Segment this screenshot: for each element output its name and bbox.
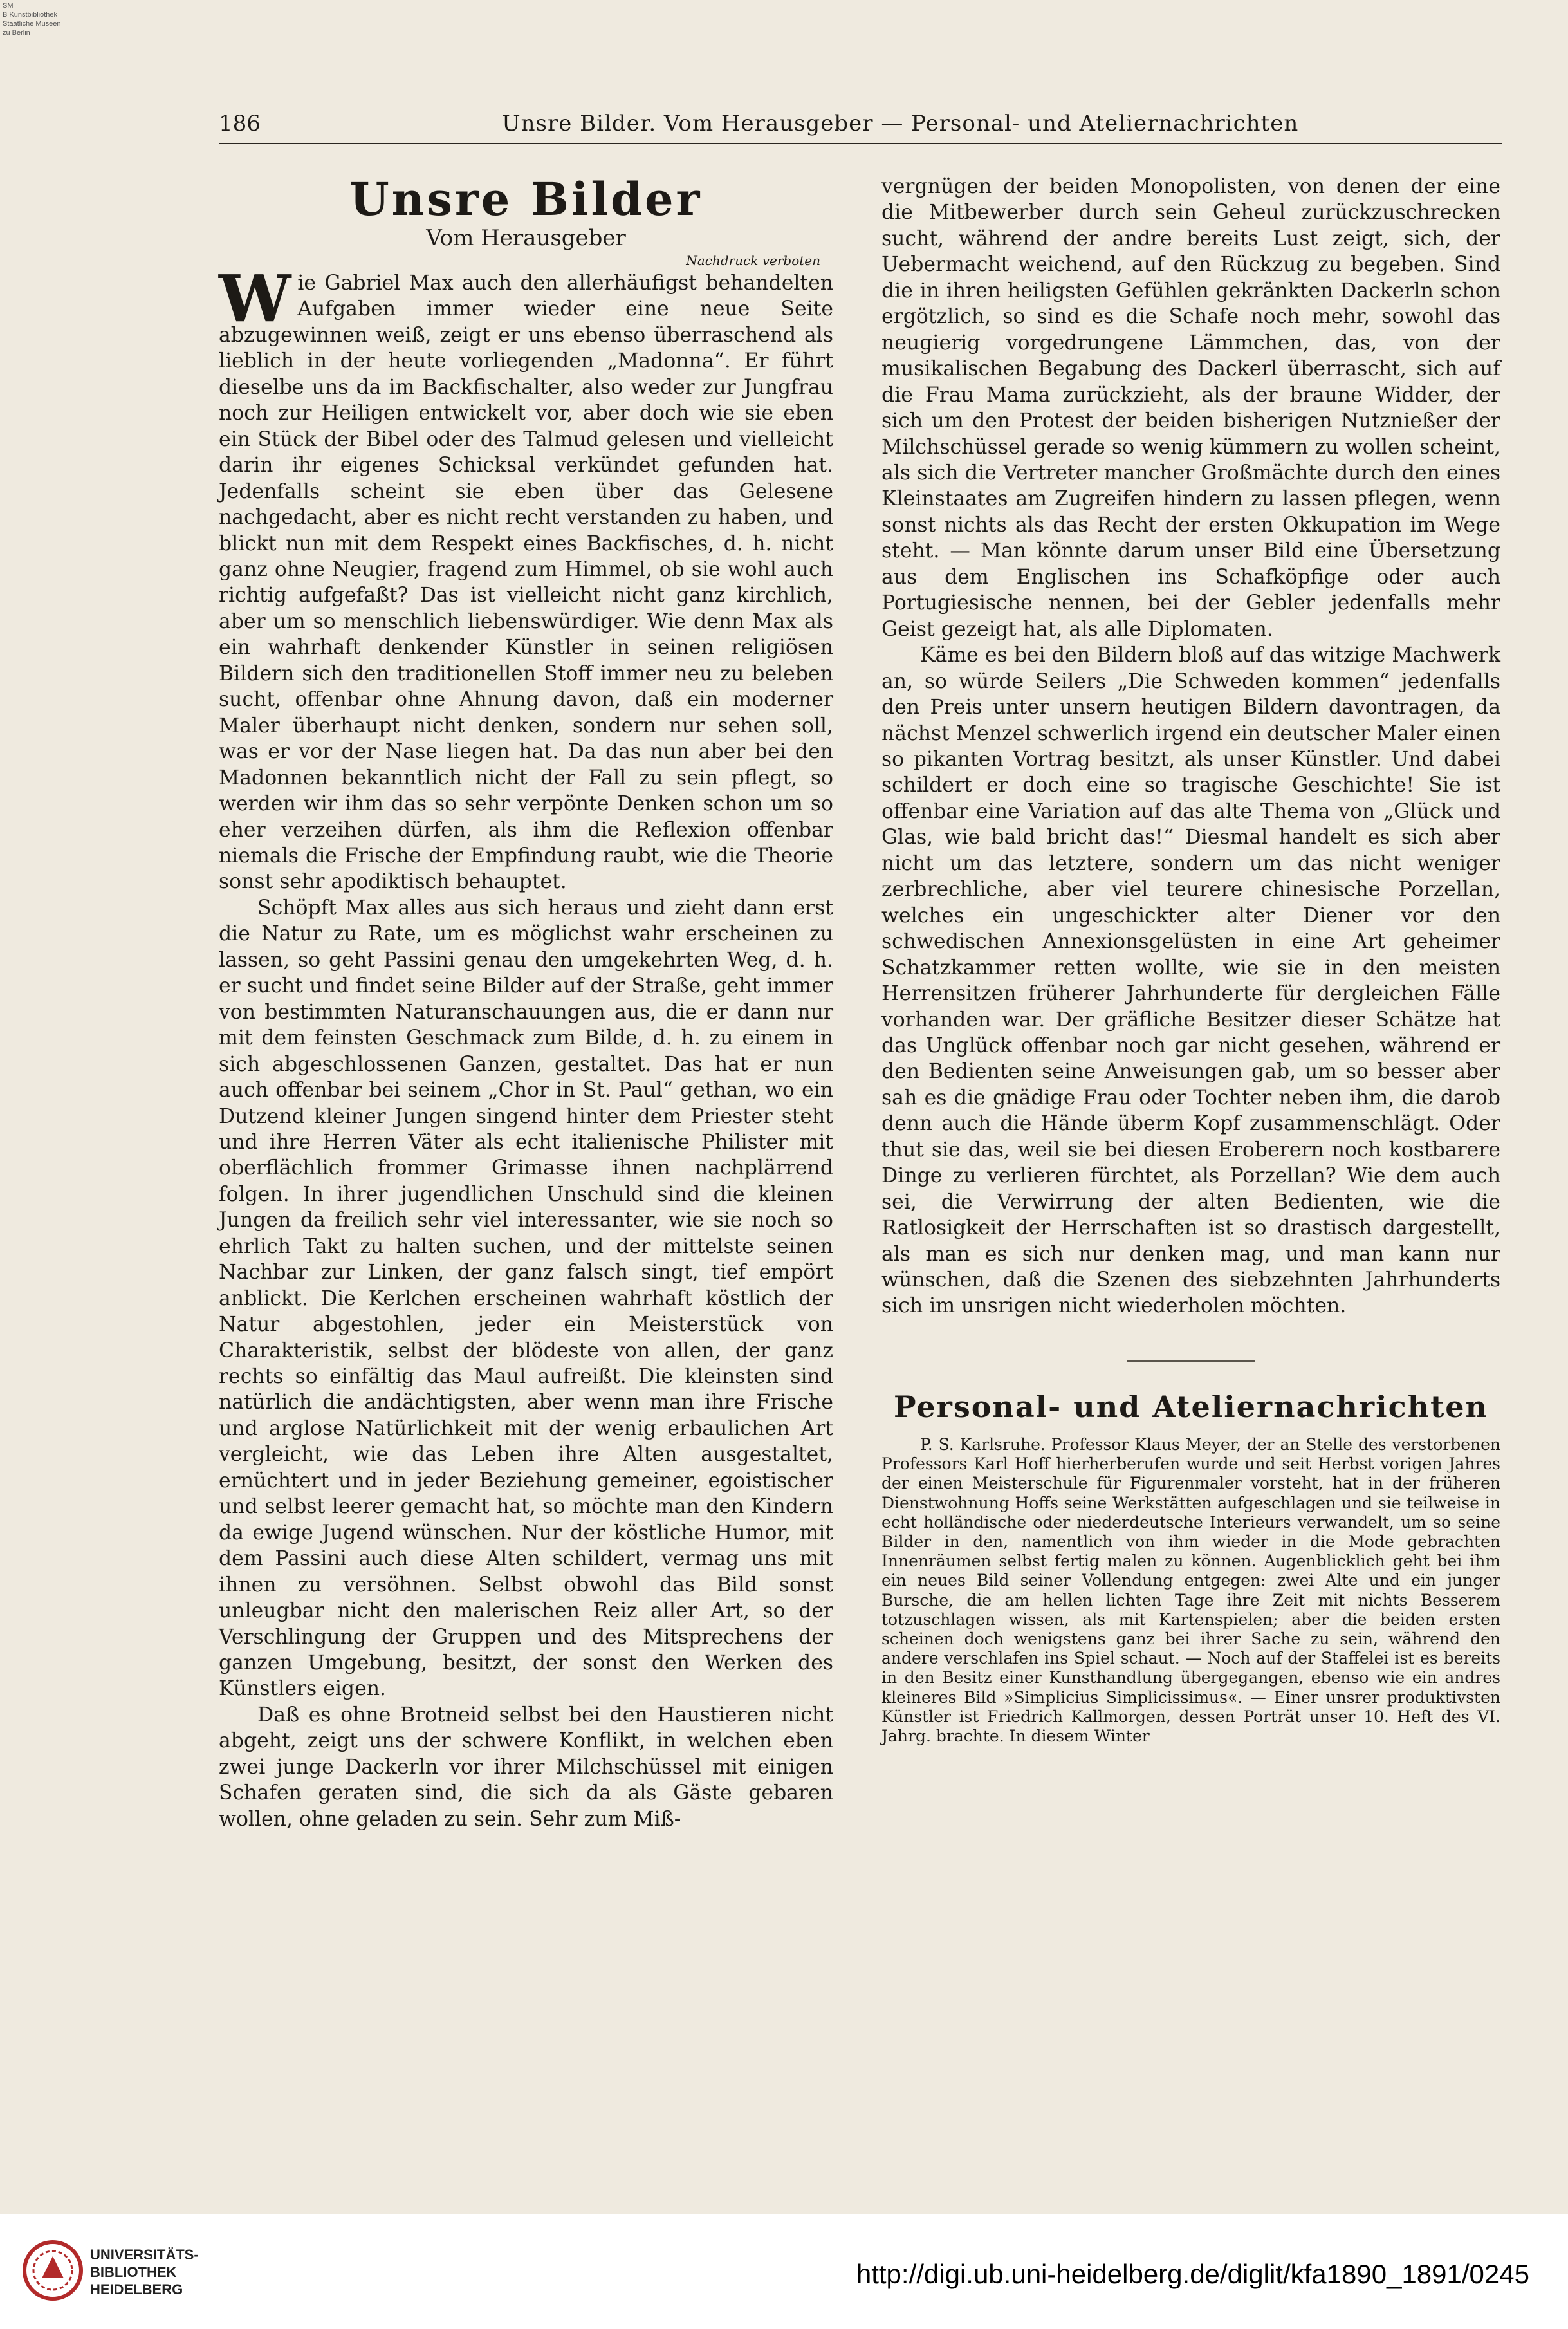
running-header	[219, 111, 1502, 143]
article-paragraph: Schöpft Max alles aus sich heraus und zieht dann erst die Natur zu Rate, um es möglichst wahr erscheinen zu lassen, so geht Passini genau den umgekehrten Weg, d. h. er sucht und findet seine Bilder auf der Straße, geht immer von bestimmten Naturanschauungen aus, die er dann nur mit dem feinsten Geschmack zum Bilde, d. h. zu einem in sich abgeschlossenen Ganzen, gestaltet. Das hat er nun auch offenbar bei seinem „Chor in St. Paul“ gethan, wo ein Dutzend kleiner Jungen singend hinter dem Priester steht und ihre Herren Väter als echt italienische Philister mit oberflächlich frommer Grimasse ihnen nachplärrend folgen. In ihrer jugendlichen Unschuld sind die kleinen Jungen da freilich sehr viel interessanter, wie sie noch so ehrlich Takt zu halten suchen, und der mittelste seinen Nachbar zur Linken, der ganz falsch singt, tief empört anblickt. Die Kerlchen erscheinen wahrhaft köstlich der Natur abgestohlen, jeder ein Meisterstück von Charakteristik, selbst der blödeste von allen, der ganz rechts so einfältig das Maul aufreißt. Die kleinsten sind natürlich die andächtigsten, aber wenn man ihre Frische und arglose Natürlichkeit mit der wenig erbaulichen Art vergleicht, wie das Leben ihre Alten ausgestaltet, ernüchtert und in jeder Beziehung gemeiner, egoistischer und selbst leerer gemacht hat, so möchte man den Kindern da ewige Jugend wünschen. Nur der köstliche Humor, mit dem Passini auch diese Alten schildert, vermag uns mit ihnen zu versöhnen. Selbst obwohl das Bild sonst unleugbar nicht den malerischen Reiz aller Art, so der Verschlingung der Gruppen und des Mitsprechens der ganzen Umgebung, besitzt, der sonst den Werken des Künstlers eigen.	[219, 896, 833, 1701]
logo-line: BIBLIOTHEK	[90, 2264, 177, 2280]
stamp-line: zu Berlin	[3, 29, 30, 37]
logo-line: HEIDELBERG	[90, 2281, 183, 2297]
article-paragraph	[219, 261, 833, 895]
news-paragraph: P. S. Karlsruhe. Professor Klaus Meyer, der an Stelle des verstorbenen Professors Karl Hoff hierherberufen wurde und seit Herbst vorigen Jahres der einen Meisterschule für Figurenmaler vorsteht, hat in der früheren Dienstwohnung Hoffs seine Werkstätten aufgeschlagen und sie teilweise in echt holländische oder niederdeutsche Interieurs verwandelt, um so seine Bilder in den, namentlich von ihm wieder in die Mode gebrachten Innenräumen selbst fertig malen zu können. Augenblicklich geht bei ihm ein neues Bild seiner Vollendung entgegen: zwei Alte und ein junger Bursche, die am hellen lichten Tage ihre Zeit mit nichts Besserem totzuschlagen wissen, als mit Kartenspielen; aber die beiden ersten scheinen doch wenigstens ganz bei ihrer Sache zu sein, während den andere verschlafen ins Spiel schaut. — Noch auf der Staffelei ist es bereits in den Besitz einer Kunsthandlung übergegangen, ebenso wie ein andres kleineres Bild »Simplicius Simplicissimus«. — Einer unsrer produktivsten Künstler ist Friedrich Kallmorgen, dessen Porträt unser 10. Heft des VI. Jahrg. brachte. In diesem Winter	[881, 1434, 1500, 1745]
article-title: Unsre Bilder	[349, 172, 703, 226]
library-logo-text	[90, 2246, 199, 2298]
stamp-line: B Kunstbibliothek	[3, 11, 57, 19]
running-title: Unsre Bilder. Vom Herausgeber — Personal- und Ateliernachrichten	[502, 111, 1299, 136]
stamp-line: SM	[3, 2, 14, 10]
drop-cap: W	[219, 261, 291, 337]
article-paragraph: Daß es ohne Brotneid selbst bei den Haustieren nicht abgeht, zeigt uns der schwere Konflikt, in welchen eben zwei junge Dackerln vor ihrer Milchschüssel mit einigen Schafen geraten sind, die sich da als Gäste gebaren wollen, ohne geladen zu sein. Sehr zum Miß-	[219, 1703, 833, 1831]
page-number: 186	[219, 111, 261, 136]
article-subtitle: Vom Herausgeber	[426, 225, 626, 251]
source-url-link[interactable]: http://digi.ub.uni-heidelberg.de/diglit/kfa1890_1891/0245	[856, 2259, 1529, 2289]
university-seal-icon	[23, 2238, 84, 2303]
news-section-title: Personal- und Ateliernachrichten	[893, 1389, 1488, 1424]
library-stamp	[3, 1, 73, 37]
article-paragraph-continued: vergnügen der beiden Monopolisten, von denen der eine die Mitbewerber durch sein Geheul zurückzuschrecken sucht, während der andre bereits Lust zeigt, sich, der Uebermacht weichend, auf den Rückzug zu begeben. Sind die in ihren heiligsten Gefühlen gekränkten Dackerln schon ergötzlich, so sind es die Schafe noch mehr, sowohl das neugierig vorgedrungene Lämmchen, das, von der musikalischen Begabung des Dackerl überrascht, sich auf die Frau Mama zurückzieht, als der braune Widder, der sich um den Protest der beiden bisherigen Nutznießer der Milchschüssel gerade so wenig kümmern zu wollen scheint, als sich die Vertreter mancher Großmächte durch den eines Kleinstaates am Zugreifen hindern zu lassen pflegen, wenn sonst nichts als das Recht der ersten Okkupation im Wege steht. — Man könnte darum unser Bild eine Übersetzung aus dem Englischen ins Schafköpfige oder auch Portugiesische nennen, bei der Gebler jedenfalls mehr Geist gezeigt hat, als alle Diplomaten.	[881, 175, 1500, 641]
stamp-line: Staatliche Museen	[3, 20, 61, 28]
right-column	[881, 174, 1500, 1746]
left-column	[219, 174, 833, 1832]
paragraph-text: ie Gabriel Max auch den allerhäufigst behandelten Aufgaben immer wieder eine neue Seite abzugewinnen weiß, zeigt er uns ebenso überraschend als lieblich in der heute vorliegenden „Madonna“. Er führt dieselbe uns da im Backfischalter, also weder zur Jungfrau noch zur Heiligen entwickelt vor, aber doch wie sie eben ein Stück der Bibel oder des Talmud gelesen und vielleicht darin ihr eigenes Schicksal verkündet gefunden hat. Jedenfalls scheint sie eben über das Gelesene nachgedacht, aber es nicht recht verstanden zu haben, und blickt nun mit dem Respekt eines Backfisches, d. h. nicht ganz ohne Neugier, fragend zum Himmel, ob sie wohl auch richtig aufgefaßt? Das ist vielleicht nicht ganz kirchlich, aber um so menschlich liebenswürdiger. Wie denn Max als ein wahrhaft denkender Künstler in seinen religiösen Bildern sich den traditionellen Stoff immer neu zu beleben sucht, offenbar ohne Ahnung davon, daß ein moderner Maler überhaupt nicht denken, sondern nur sehen soll, was er vor der Nase liegen hat. Da das nun aber bei den Madonnen bekanntlich nicht der Fall zu sein pflegt, so werden wir ihm das so sehr verpönte Denken schon um so eher verzeihen dürfen, als ihm die Reflexion offenbar niemals die Frische der Empfindung raubt, wie die Theorie sonst sehr apodiktisch behauptet.	[219, 272, 833, 894]
section-divider	[1127, 1360, 1255, 1362]
logo-line: UNIVERSITÄTS-	[90, 2247, 199, 2263]
article-paragraph: Käme es bei den Bildern bloß auf das witzige Machwerk an, so würde Seilers „Die Schweden kommen“ jedenfalls den Preis unter unsern heutigen Bildern davontragen, da nächst Menzel schwerlich irgend ein deutscher Maler einen so pikanten Vortrag besitzt, als unser Künstler. Und dabei schildert er doch eine so tragische Geschichte! Sie ist offenbar eine Variation auf das alte Thema von „Glück und Glas, wie bald bricht das!“ Diesmal handelt es sich aber nicht um das letztere, sondern um das nicht weniger zerbrechliche, aber viel teurere chinesische Porzellan, welches ein ungeschickter alter Diener vor den schwedischen Annexionsgelüsten in eine Art geheimer Schatzkammer retten wollte, wie sie in den meisten Herrensitzen früherer Jahrhunderte für dergleichen Fälle vorhanden war. Der gräfliche Besitzer dieser Schätze hat das Unglück offenbar noch gar nicht gesehen, während er den Bedienten seine Anweisungen gab, um so besser aber sah es die gnädige Frau oder Tochter neben ihm, die darob denn auch die Hände überm Kopf zusammenschlägt. Oder thut sie das, weil sie bei diesen Eroberern noch kostbarere Dinge zu verlieren fürchtet, als Porzellan? Wie dem auch sei, die Verwirrung der alten Bedienten, wie die Ratlosigkeit der Herrschaften ist so drastisch dargestellt, als man es sich nur denken mag, und man kann nur wünschen, daß die Szenen des siebzehnten Jahrhunderts sich im unsrigen nicht wiederholen möchten.	[881, 644, 1500, 1318]
header-rule	[219, 143, 1502, 144]
reprint-note: Nachdruck verboten	[686, 253, 820, 268]
digitization-footer	[0, 2214, 1568, 2329]
